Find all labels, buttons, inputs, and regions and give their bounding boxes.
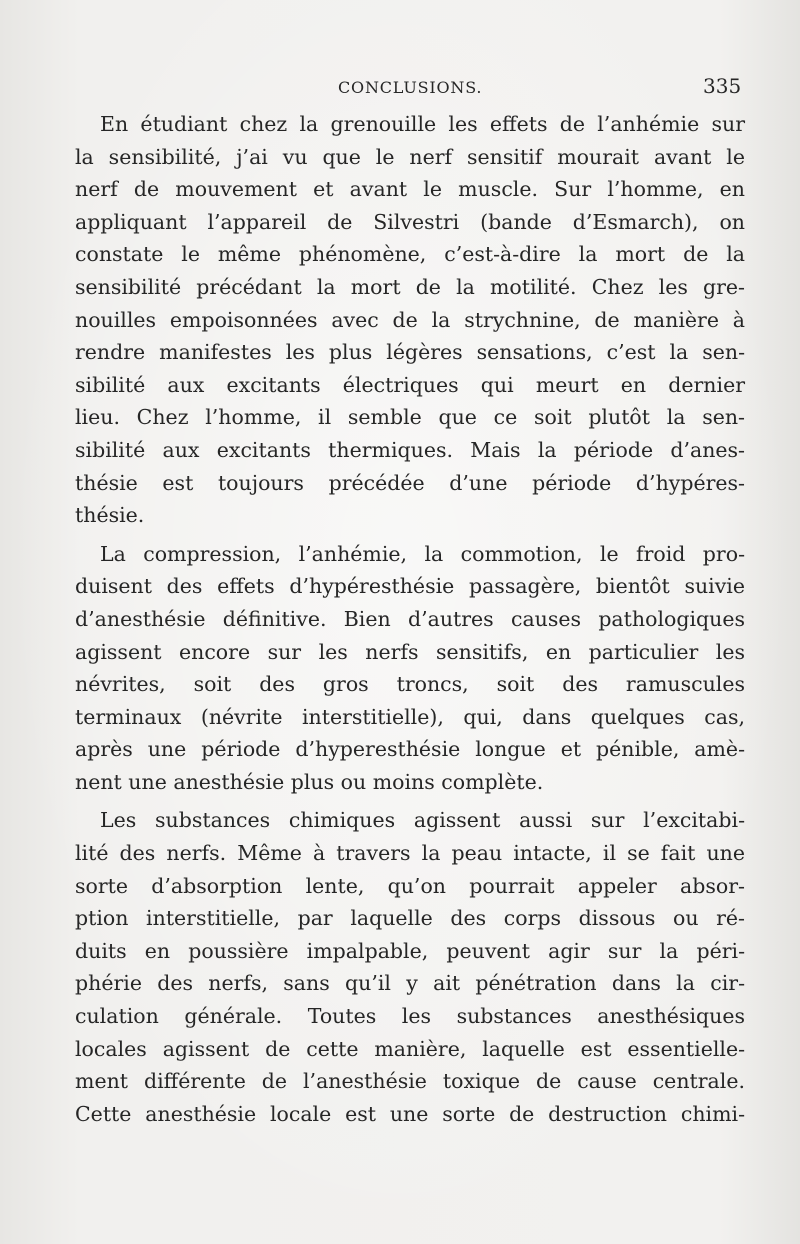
text-line: culation générale. Toutes les substances anesthésiques [75,1004,745,1029]
text-line: nerf de mouvement et avant le muscle. Sur l’homme, en [75,177,745,202]
body-text [75,108,745,1130]
text-line: agissent encore sur les nerfs sensitifs, en particulier les [75,639,745,664]
paragraph-1 [75,108,745,532]
paragraph-2 [75,538,745,799]
text-line: sibilité aux excitants électriques qui meurt en dernier [75,372,745,397]
text-line: lieu. Chez l’homme, il semble que ce soit plutôt la sen- [75,405,745,430]
text-line: locales agissent de cette manière, laquelle est essentielle- [75,1036,745,1061]
text-line: ption interstitielle, par laquelle des corps dissous ou ré- [75,906,745,931]
text-line: sibilité aux excitants thermiques. Mais la période d’anes- [75,437,745,462]
text-line: lité des nerfs. Même à travers la peau intacte, il se fait une [75,841,745,866]
text-line: Les substances chimiques agissent aussi sur l’excitabi- [100,808,745,833]
text-line: terminaux (névrite interstitielle), qui, dans quelques cas, [75,704,745,729]
text-line: sorte d’absorption lente, qu’on pourrait appeler absor- [75,873,745,898]
text-line: constate le même phénomène, c’est-à-dire la mort de la [75,242,745,267]
text-line: La compression, l’anhémie, la commotion, le froid pro- [100,541,745,566]
text-line: sensibilité précédant la mort de la motilité. Chez les gre- [75,274,745,299]
text-line: rendre manifestes les plus légères sensations, c’est la sen- [75,340,745,365]
text-line: ment différente de l’anesthésie toxique de cause centrale. [75,1069,745,1094]
page-number: 335 [703,74,742,98]
text-line: Cette anesthésie locale est une sorte de destruction chimi- [75,1101,745,1126]
text-line: après une période d’hyperesthésie longue et pénible, amè- [75,737,745,762]
text-line: appliquant l’appareil de Silvestri (bande d’Esmarch), on [75,209,745,234]
text-line: nouilles empoisonnées avec de la strychnine, de manière à [75,307,745,332]
chapter-title: CONCLUSIONS. [338,78,483,97]
text-line: la sensibilité, j’ai vu que le nerf sensitif mourait avant le [75,144,745,169]
text-line: nent une anesthésie plus ou moins complète. [75,769,544,794]
text-line: d’anesthésie définitive. Bien d’autres causes pathologiques [75,606,745,631]
text-line: thésie est toujours précédée d’une période d’hypéres- [75,470,745,495]
text-line: phérie des nerfs, sans qu’il y ait pénétration dans la cir- [75,971,745,996]
text-line: thésie. [75,503,145,528]
running-header [0,74,800,102]
text-line: duisent des effets d’hypéresthésie passagère, bientôt suivie [75,574,745,599]
paragraph-3 [75,804,745,1130]
text-line: En étudiant chez la grenouille les effets de l’anhémie sur [100,112,745,136]
text-line: duits en poussière impalpable, peuvent agir sur la péri- [75,938,745,963]
text-line: névrites, soit des gros troncs, soit des ramuscules [75,672,745,697]
